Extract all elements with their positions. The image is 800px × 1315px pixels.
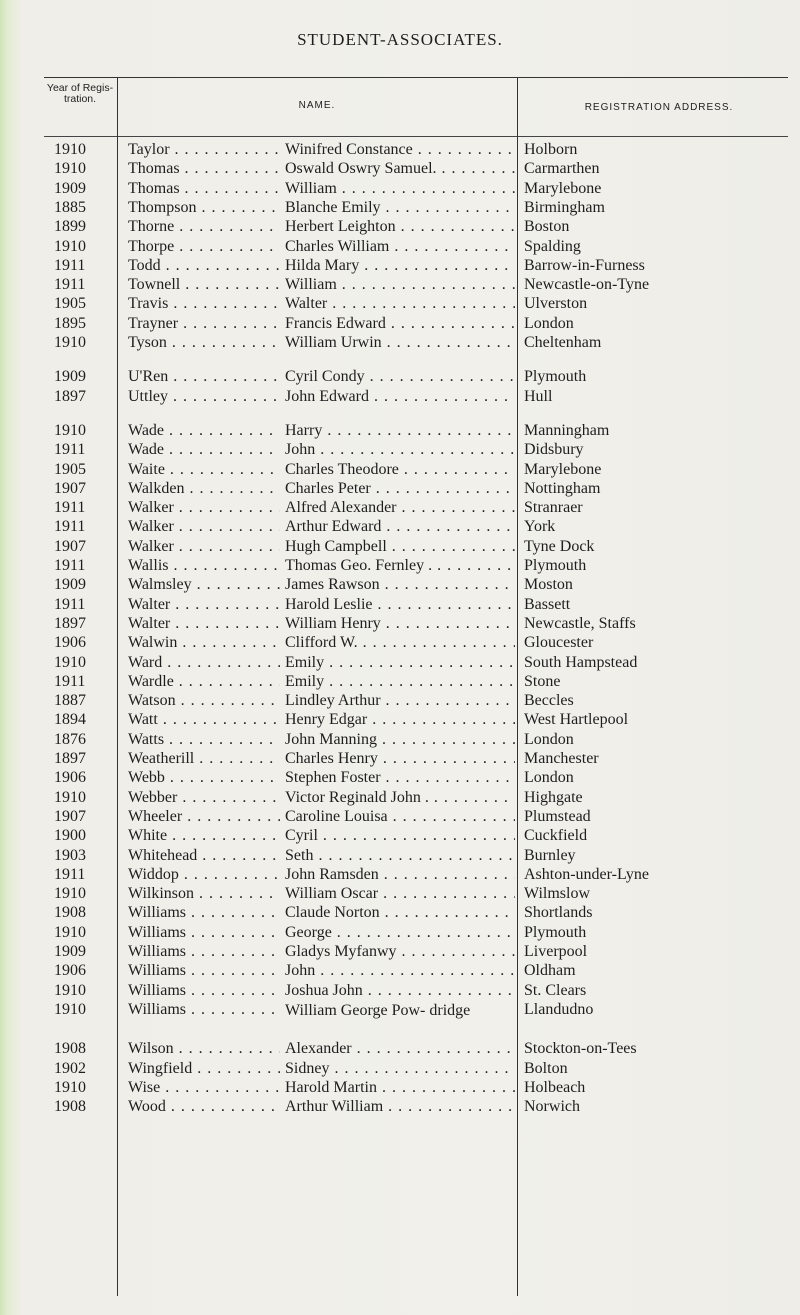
header-name: NAME. bbox=[298, 100, 336, 111]
address-cell: Beccles bbox=[524, 692, 574, 710]
surname-cell: Townell . . . bbox=[128, 276, 280, 294]
year-cell: 1906 bbox=[54, 769, 86, 787]
table-row bbox=[0, 315, 800, 335]
table-row bbox=[0, 461, 800, 481]
address-cell: South Hampstead bbox=[524, 653, 638, 671]
table-row bbox=[0, 576, 800, 596]
surname-cell: Wise . . . bbox=[128, 1079, 280, 1097]
table-row bbox=[0, 422, 800, 442]
forenames-cell: Clifford W. . . . bbox=[285, 634, 515, 652]
table-row bbox=[0, 885, 800, 905]
address-cell: Didsbury bbox=[524, 441, 584, 459]
address-cell: West Hartlepool bbox=[524, 711, 629, 729]
forenames-cell: William . . . bbox=[285, 276, 515, 294]
forenames-cell: Arthur William . . . bbox=[285, 1098, 515, 1116]
address-cell: Plymouth bbox=[524, 923, 587, 941]
forenames-cell: William Henry . . . bbox=[285, 615, 515, 633]
table-row bbox=[0, 276, 800, 296]
table-row bbox=[0, 769, 800, 789]
table-row bbox=[0, 199, 800, 219]
surname-cell: Taylor . . . bbox=[128, 141, 280, 159]
table-row bbox=[0, 847, 800, 867]
address-cell: Oldham bbox=[524, 962, 576, 980]
table-row bbox=[0, 1060, 800, 1080]
table-row bbox=[0, 480, 800, 500]
address-cell: Highgate bbox=[524, 788, 583, 806]
forenames-cell: Hugh Campbell . . . bbox=[285, 538, 515, 556]
address-cell: Carmarthen bbox=[524, 160, 600, 178]
table-row bbox=[0, 368, 800, 388]
address-cell: Marylebone bbox=[524, 179, 602, 197]
surname-cell: Wilkinson . . . bbox=[128, 885, 280, 903]
surname-cell: Webb . . . bbox=[128, 769, 280, 787]
year-cell: 1909 bbox=[54, 368, 86, 386]
table-row bbox=[0, 789, 800, 809]
surname-cell: Walter . . . bbox=[128, 615, 280, 633]
year-cell: 1906 bbox=[54, 634, 86, 652]
table-row bbox=[0, 673, 800, 693]
forenames-cell: Sidney . . . bbox=[285, 1060, 515, 1078]
forenames-cell: Stephen Foster . . . bbox=[285, 769, 515, 787]
year-cell: 1876 bbox=[54, 730, 86, 748]
year-cell: 1906 bbox=[54, 962, 86, 980]
forenames-cell: Joshua John . . . bbox=[285, 982, 515, 1000]
year-cell: 1907 bbox=[54, 537, 86, 555]
forenames-cell: Winifred Constance . . . bbox=[285, 141, 515, 159]
year-cell: 1905 bbox=[54, 460, 86, 478]
address-cell: Manchester bbox=[524, 750, 599, 767]
table-row bbox=[0, 982, 800, 1002]
surname-cell: Walker . . . bbox=[128, 499, 280, 517]
address-cell: Holbeach bbox=[524, 1078, 586, 1096]
address-cell: Stranraer bbox=[524, 499, 583, 517]
forenames-cell: Thomas Geo. Fernley . . . . bbox=[285, 557, 515, 575]
surname-cell: Thompson . . . bbox=[128, 199, 280, 217]
year-cell: 1910 bbox=[54, 788, 86, 806]
address-cell: Manningham bbox=[524, 421, 610, 439]
year-cell: 1903 bbox=[54, 846, 86, 864]
surname-cell: Wood . . . bbox=[128, 1098, 280, 1116]
address-cell: London bbox=[524, 314, 574, 332]
forenames-cell: John . . . bbox=[285, 441, 515, 459]
address-cell: Plymouth bbox=[524, 368, 587, 386]
year-cell: 1911 bbox=[54, 441, 86, 459]
surname-cell: Wade . . . bbox=[128, 422, 280, 440]
forenames-cell: William Oscar . . . bbox=[285, 885, 515, 903]
year-cell: 1910 bbox=[54, 1000, 86, 1018]
surname-cell: Weatherill . . . bbox=[128, 750, 280, 768]
table-row bbox=[0, 904, 800, 924]
address-cell: Spalding bbox=[524, 237, 581, 255]
table-row bbox=[0, 866, 800, 886]
forenames-cell: Hilda Mary . . . bbox=[285, 257, 515, 275]
forenames-cell: Harold Leslie . . . bbox=[285, 596, 515, 614]
forenames-cell: John . . . bbox=[285, 962, 515, 980]
address-cell: Llandudno bbox=[524, 1000, 594, 1018]
forenames-cell: Gladys Myfanwy . . . bbox=[285, 943, 515, 961]
table-row bbox=[0, 615, 800, 635]
year-cell: 1911 bbox=[54, 276, 86, 294]
table-row bbox=[0, 1001, 800, 1021]
surname-cell: Thorpe . . . bbox=[128, 238, 280, 256]
forenames-cell: Lindley Arthur . . . bbox=[285, 692, 515, 710]
forenames-cell: James Rawson . . . bbox=[285, 576, 515, 594]
forenames-cell: Cyril Condy . . . bbox=[285, 368, 515, 386]
surname-cell: Williams . . . bbox=[128, 924, 280, 942]
surname-cell: Webber . . . bbox=[128, 789, 280, 807]
table-row bbox=[0, 388, 800, 408]
year-cell: 1910 bbox=[54, 923, 86, 941]
address-cell: Hull bbox=[524, 387, 553, 405]
table-row bbox=[0, 441, 800, 461]
forenames-cell: Charles William . . . bbox=[285, 238, 515, 256]
forenames-cell: Arthur Edward . . . bbox=[285, 518, 515, 536]
surname-cell: Wallis . . . bbox=[128, 557, 280, 575]
surname-cell: Walker . . . bbox=[128, 538, 280, 556]
year-cell: 1900 bbox=[54, 827, 86, 845]
table-row bbox=[0, 1079, 800, 1099]
forenames-cell: Alexander . . . bbox=[285, 1040, 515, 1058]
table-row bbox=[0, 1040, 800, 1060]
forenames-cell: John Edward . . . bbox=[285, 388, 515, 406]
year-cell: 1907 bbox=[54, 807, 86, 825]
table-row bbox=[0, 750, 800, 770]
year-cell: 1910 bbox=[54, 981, 86, 999]
year-cell: 1905 bbox=[54, 295, 86, 313]
forenames-cell: George . . . bbox=[285, 924, 515, 942]
address-cell: Stone bbox=[524, 672, 561, 690]
table-row bbox=[0, 1098, 800, 1118]
forenames-cell: John Manning . . . bbox=[285, 731, 515, 749]
table-row bbox=[0, 180, 800, 200]
surname-cell: Trayner . . . bbox=[128, 315, 280, 333]
year-cell: 1899 bbox=[54, 218, 86, 236]
surname-cell: Uttley . . . bbox=[128, 388, 280, 406]
surname-cell: Waite . . . bbox=[128, 461, 280, 479]
surname-cell: Travis . . . bbox=[128, 295, 280, 313]
forenames-cell: William Urwin . . . bbox=[285, 334, 515, 352]
year-cell: 1911 bbox=[54, 499, 86, 517]
address-cell: Moston bbox=[524, 576, 573, 594]
surname-cell: Watt . . . bbox=[128, 711, 280, 729]
header-year: Year of Regis- tration. bbox=[46, 82, 114, 105]
surname-cell: Walmsley . . . bbox=[128, 576, 280, 594]
forenames-cell: Charles Henry . . . bbox=[285, 750, 515, 768]
surname-cell: Wade . . . bbox=[128, 441, 280, 459]
year-cell: 1910 bbox=[54, 1078, 86, 1096]
table-row bbox=[0, 295, 800, 315]
table-top-rule bbox=[44, 77, 788, 78]
table-row bbox=[0, 634, 800, 654]
surname-cell: Williams . . . bbox=[128, 943, 280, 961]
table-row bbox=[0, 218, 800, 238]
year-cell: 1908 bbox=[54, 1040, 86, 1058]
forenames-cell: Cyril . . . bbox=[285, 827, 515, 845]
table-row bbox=[0, 334, 800, 354]
surname-cell: Wingfield . . . bbox=[128, 1060, 280, 1078]
address-cell: Ashton-under-Lyne bbox=[524, 865, 649, 883]
address-cell: London bbox=[524, 730, 574, 748]
table-row bbox=[0, 808, 800, 828]
year-cell: 1897 bbox=[54, 750, 86, 767]
surname-cell: Walkden . . . bbox=[128, 480, 280, 498]
surname-cell: Tyson . . . bbox=[128, 334, 280, 352]
year-cell: 1910 bbox=[54, 334, 86, 351]
year-cell: 1911 bbox=[54, 256, 86, 274]
table-row bbox=[0, 711, 800, 731]
year-cell: 1911 bbox=[54, 865, 86, 883]
year-cell: 1911 bbox=[54, 518, 86, 536]
surname-cell: Williams . . . bbox=[128, 982, 280, 1000]
year-cell: 1911 bbox=[54, 672, 86, 690]
year-cell: 1894 bbox=[54, 711, 86, 729]
address-cell: Birmingham bbox=[524, 198, 605, 216]
address-cell: Marylebone bbox=[524, 460, 602, 478]
table-row bbox=[0, 654, 800, 674]
table-row bbox=[0, 160, 800, 180]
surname-cell: Wilson . . . bbox=[128, 1040, 280, 1058]
year-cell: 1910 bbox=[54, 160, 86, 178]
surname-cell: White . . . bbox=[128, 827, 280, 845]
table-row bbox=[0, 692, 800, 712]
forenames-cell: Emily . . . bbox=[285, 654, 515, 672]
surname-cell: Thorne . . . bbox=[128, 218, 280, 236]
forenames-cell: William George Pow- dridge bbox=[285, 1001, 471, 1019]
forenames-cell: Harry . . . bbox=[285, 422, 515, 440]
surname-cell: Watts . . . bbox=[128, 731, 280, 749]
year-cell: 1909 bbox=[54, 179, 86, 197]
address-cell: York bbox=[524, 518, 556, 536]
surname-cell: Williams . . . bbox=[128, 1001, 280, 1019]
address-cell: Stockton-on-Tees bbox=[524, 1040, 637, 1058]
surname-cell: Ward . . . bbox=[128, 654, 280, 672]
year-cell: 1909 bbox=[54, 576, 86, 594]
address-cell: Boston bbox=[524, 218, 570, 236]
forenames-cell: Blanche Emily . . . bbox=[285, 199, 515, 217]
address-cell: Holborn bbox=[524, 141, 578, 158]
table-row bbox=[0, 499, 800, 519]
table-row bbox=[0, 962, 800, 982]
table-row bbox=[0, 518, 800, 538]
surname-cell: Wardle . . . bbox=[128, 673, 280, 691]
surname-cell: Watson . . . bbox=[128, 692, 280, 710]
address-cell: London bbox=[524, 769, 574, 787]
table-row bbox=[0, 943, 800, 963]
forenames-cell: Charles Peter . . . bbox=[285, 480, 515, 498]
table-row bbox=[0, 731, 800, 751]
address-cell: Newcastle-on-Tyne bbox=[524, 276, 650, 294]
address-cell: Norwich bbox=[524, 1098, 580, 1116]
table-row bbox=[0, 827, 800, 847]
surname-cell: Whitehead . . . bbox=[128, 847, 280, 865]
forenames-cell: Walter . . . bbox=[285, 295, 515, 313]
forenames-cell: Charles Theodore . . . bbox=[285, 461, 515, 479]
table-row bbox=[0, 238, 800, 258]
year-cell: 1902 bbox=[54, 1059, 86, 1077]
address-cell: Bolton bbox=[524, 1059, 568, 1077]
surname-cell: Todd . . . bbox=[128, 257, 280, 275]
year-cell: 1908 bbox=[54, 1098, 86, 1116]
forenames-cell: Herbert Leighton . . . bbox=[285, 218, 515, 236]
forenames-cell: Francis Edward . . . bbox=[285, 315, 515, 333]
header-address: REGISTRATION ADDRESS. bbox=[584, 102, 734, 113]
address-cell: Newcastle, Staffs bbox=[524, 614, 636, 632]
address-cell: Wilmslow bbox=[524, 885, 591, 903]
forenames-cell: John Ramsden . . . bbox=[285, 866, 515, 884]
year-cell: 1909 bbox=[54, 943, 86, 960]
address-cell: Cuckfield bbox=[524, 827, 588, 845]
year-cell: 1908 bbox=[54, 904, 86, 922]
table-row bbox=[0, 596, 800, 616]
forenames-cell: Caroline Louisa . . . bbox=[285, 808, 515, 826]
table-row bbox=[0, 141, 800, 161]
forenames-cell: Harold Martin . . . bbox=[285, 1079, 515, 1097]
year-cell: 1911 bbox=[54, 557, 86, 574]
year-cell: 1910 bbox=[54, 237, 86, 255]
surname-cell: Walter . . . bbox=[128, 596, 280, 614]
forenames-cell: Claude Norton . . . bbox=[285, 904, 515, 922]
year-cell: 1910 bbox=[54, 885, 86, 903]
table-row bbox=[0, 557, 800, 577]
surname-cell: Walwin . . . bbox=[128, 634, 280, 652]
address-cell: Plymouth bbox=[524, 557, 587, 574]
address-cell: Tyne Dock bbox=[524, 537, 595, 555]
year-cell: 1887 bbox=[54, 692, 86, 710]
surname-cell: Walker . . . bbox=[128, 518, 280, 536]
year-cell: 1897 bbox=[54, 614, 86, 632]
surname-cell: Williams . . . bbox=[128, 962, 280, 980]
year-cell: 1895 bbox=[54, 314, 86, 332]
address-cell: Plumstead bbox=[524, 807, 591, 825]
address-cell: Liverpool bbox=[524, 943, 588, 960]
year-cell: 1911 bbox=[54, 595, 86, 613]
forenames-cell: Alfred Alexander . . . bbox=[285, 499, 515, 517]
year-cell: 1885 bbox=[54, 198, 86, 216]
page-title: STUDENT-ASSOCIATES. bbox=[297, 30, 503, 49]
surname-cell: Wheeler . . . bbox=[128, 808, 280, 826]
year-cell: 1907 bbox=[54, 479, 86, 497]
header-rule bbox=[44, 136, 788, 137]
address-cell: Shortlands bbox=[524, 904, 593, 922]
forenames-cell: Seth . . . bbox=[285, 847, 515, 865]
address-cell: Bassett bbox=[524, 595, 571, 613]
address-cell: Barrow-in-Furness bbox=[524, 256, 645, 274]
forenames-cell: Victor Reginald John . . . . bbox=[285, 789, 515, 807]
address-cell: Gloucester bbox=[524, 634, 594, 652]
table-row bbox=[0, 257, 800, 277]
surname-cell: Thomas . . . bbox=[128, 160, 280, 178]
surname-cell: U'Ren . . . bbox=[128, 368, 280, 386]
table-row bbox=[0, 538, 800, 558]
surname-cell: Widdop . . . bbox=[128, 866, 280, 884]
forenames-cell: William . . . bbox=[285, 180, 515, 198]
address-cell: Ulverston bbox=[524, 295, 588, 313]
surname-cell: Williams . . . bbox=[128, 904, 280, 922]
year-cell: 1910 bbox=[54, 421, 86, 439]
address-cell: Cheltenham bbox=[524, 334, 602, 351]
forenames-cell: Oswald Oswry Samuel. . . . bbox=[285, 160, 515, 178]
year-cell: 1897 bbox=[54, 387, 86, 405]
forenames-cell: Henry Edgar . . . bbox=[285, 711, 515, 729]
address-cell: St. Clears bbox=[524, 981, 587, 999]
forenames-cell: Emily . . . bbox=[285, 673, 515, 691]
year-cell: 1910 bbox=[54, 653, 86, 671]
table-row bbox=[0, 924, 800, 944]
address-cell: Burnley bbox=[524, 846, 576, 864]
surname-cell: Thomas . . . bbox=[128, 180, 280, 198]
address-cell: Nottingham bbox=[524, 479, 601, 497]
year-cell: 1910 bbox=[54, 141, 86, 158]
